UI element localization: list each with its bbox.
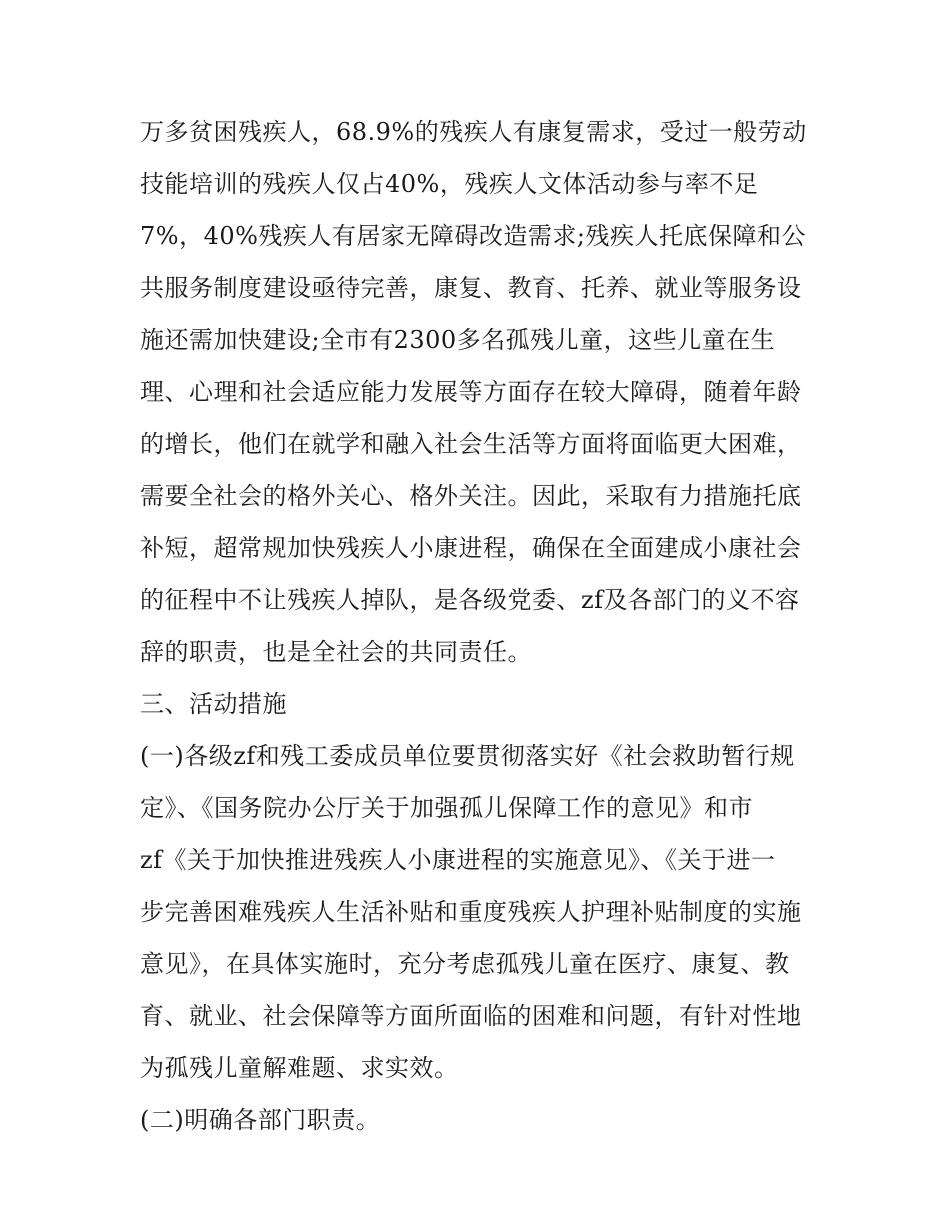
- body-text-line: 定》、《国务院办公厅关于加强孤儿保障工作的意见》和市: [140, 794, 753, 822]
- body-text-line: 万多贫困残疾人，68.9%的残疾人有康复需求，受过一般劳动: [140, 118, 807, 146]
- subsection-heading: (二)明确各部门职责。: [140, 1106, 381, 1134]
- body-text-line: 需要全社会的格外关心、格外关注。因此，采取有力措施托底: [140, 482, 802, 510]
- document-body: [140, 106, 820, 1146]
- body-text-line: 技能培训的残疾人仅占40%，残疾人文体活动参与率不足: [140, 170, 759, 198]
- body-text-line: 共服务制度建设亟待完善，康复、教育、托养、就业等服务设: [140, 274, 802, 302]
- body-text-line: 步完善困难残疾人生活补贴和重度残疾人护理补贴制度的实施: [140, 898, 802, 926]
- body-text-line: 的征程中不让残疾人掉队，是各级党委、zf及各部门的义不容: [140, 586, 800, 614]
- section-heading: 三、活动措施: [140, 690, 287, 718]
- body-text-line: 施还需加快建设;全市有2300多名孤残儿童，这些儿童在生: [140, 326, 776, 354]
- body-text-line: 理、心理和社会适应能力发展等方面存在较大障碍，随着年龄: [140, 378, 802, 406]
- body-text-line: 辞的职责，也是全社会的共同责任。: [140, 638, 532, 666]
- body-text-line: 育、就业、社会保障等方面所面临的困难和问题，有针对性地: [140, 1002, 802, 1030]
- body-text-line: zf《关于加快推进残疾人小康进程的实施意见》、《关于进一: [140, 846, 776, 874]
- body-text-line: 意见》，在具体实施时，充分考虑孤残儿童在医疗、康复、教: [140, 950, 790, 978]
- body-text-line: 7%，40%残疾人有居家无障碍改造需求;残疾人托底保障和公: [140, 222, 807, 250]
- body-text-line: 的增长，他们在就学和融入社会生活等方面将面临更大困难，: [140, 430, 802, 458]
- body-text-line: 补短，超常规加快残疾人小康进程，确保在全面建成小康社会: [140, 534, 802, 562]
- body-text-line: 为孤残儿童解难题、求实效。: [140, 1054, 459, 1082]
- body-text-line: (一)各级zf和残工委成员单位要贯彻落实好《社会救助暂行规: [140, 742, 795, 770]
